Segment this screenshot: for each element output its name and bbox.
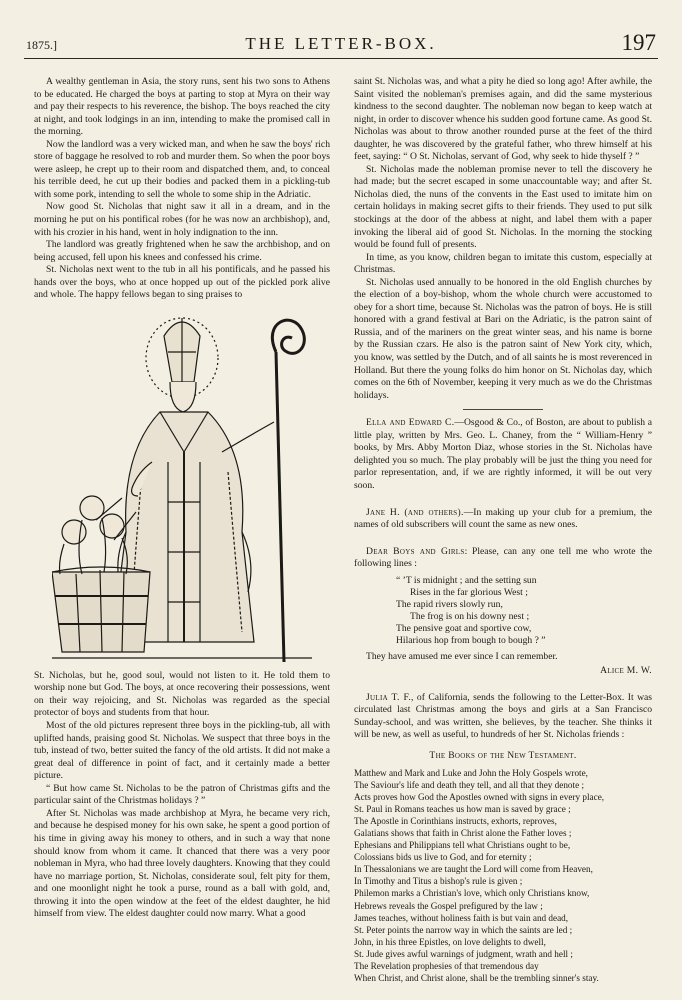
- poem: [396, 575, 652, 647]
- books-line: In Thessalonians we are taught the Lord will come from Heaven,: [354, 864, 593, 875]
- poem-line: The frog is on his downy nest ;: [410, 610, 530, 622]
- poem-line: The rapid rivers slowly run,: [396, 598, 503, 610]
- poem-line: “ ’T is midnight ; and the setting sun: [396, 574, 537, 586]
- page-number: 197: [621, 30, 656, 55]
- left-column: [34, 76, 330, 921]
- header-year: 1875.]: [26, 38, 57, 52]
- letter-ella: [354, 417, 652, 492]
- letter-text: —Osgood & Co., of Boston, are about to publish a little play, written by Mrs. Geo. L. Chaney, from the “ William-Henry ” books, by Mrs. Abby Morton Diaz, whose stories in the St. Nicholas have delighted you so much. The play probably will be just the thing you need for parlor representation, and, if we are rightly informed, it will be out very soon.: [354, 417, 652, 491]
- poem-line: The pensive goat and sportive cow,: [396, 622, 532, 634]
- letter-text: —In making up your club for a premium, the names of old subscribers will count the same as new ones.: [354, 506, 653, 531]
- books-line: St. Paul in Romans teaches us how man is saved by grace ;: [354, 803, 571, 814]
- engraving-svg: [52, 312, 312, 662]
- right-column: [354, 76, 652, 984]
- books-line: The Saviour's life and death they tell, and all that they denote ;: [354, 779, 584, 790]
- books-line: Ephesians and Philippians tell what Christians ought to be,: [354, 840, 571, 851]
- books-line: Matthew and Mark and Luke and John the Holy Gospels wrote,: [354, 767, 588, 778]
- paragraph: They have amused me ever since I can remember.: [366, 650, 558, 662]
- books-line: The Apostle in Corinthians instructs, exhorts, reproves,: [354, 815, 557, 826]
- letter-recipient: Ella and Edward C.: [366, 417, 455, 429]
- books-line: Philemon marks a Christian's love, which only Christians know,: [354, 888, 590, 899]
- books-line: James teaches, without holiness faith is but vain and dead,: [354, 912, 569, 923]
- paragraph: St. Nicholas made the nobleman promise never to tell the discovery he had made; but the secret escaped in some unaccountable way; and after St. Nicholas died, the nuns of the convents in the East used to imitate him on certain holidays in making secret gifts to their friends. They used to put silk stockings at the door of the abbess at night, and label them with a paper invoking the liberal aid of good St. Nicholas. In the morning the stocking would be found full of presents.: [354, 163, 652, 251]
- poem-line: Rises in the far glorious West ;: [410, 586, 528, 598]
- books-poem: [354, 767, 652, 985]
- books-line: St. Peter points the narrow way in which the saints are led ;: [354, 924, 573, 935]
- paragraph: St. Nicholas used annually to be honored in the old English churches by the election of a boy-bishop, whom the whole church were accustomed to obey for a short time, because St. Nicholas was the patron of boys. He is still honored with a grand festival at Bari on the Adriatic, is the patron saint of Russia, and of the mariners on the great winter seas, and his name is borne by the Russian czars. He also is the patron saint of New York city, which, you know, was settled by the Dutch, and of all saints he is most reverenced in Holland. But there the young folks do him honor on St. Nicholas day, which comes on the 6th of November, keeping it very much as we do the Christmas holidays.: [354, 276, 652, 401]
- books-line: Galatians shows that faith in Christ alone the Father loves ;: [354, 827, 572, 838]
- books-line: St. Jude gives awful warnings of judgment, wrath and hell ;: [354, 948, 573, 959]
- magazine-page: [24, 30, 658, 990]
- header-title: THE LETTER-BOX.: [245, 34, 437, 53]
- letter-text: : Please, can any one tell me who wrote the following lines :: [354, 545, 652, 570]
- books-line: Hebrews reveals the Gospel prefigured by the law ;: [354, 900, 543, 911]
- letter-recipient: Jane H. (and others).: [366, 506, 464, 518]
- paragraph: Most of the old pictures represent three boys in the pickling-tub, all with uplifted hands, praising good St. Nicholas. We suspect that three boys in the tub, instead of two, better suited the fancy of the old artists. It did not make a great deal of difference in point of fact, and it certainly made a better picture.: [34, 720, 330, 782]
- paragraph: In time, as you know, children began to imitate this custom, especially at Christmas.: [354, 251, 652, 276]
- letter-sender: Julia T. F.: [366, 691, 412, 703]
- books-line: Colossians bids us live to God, and for eternity ;: [354, 852, 532, 863]
- section-divider: [463, 409, 543, 410]
- paragraph: Now the landlord was a very wicked man, and when he saw the boys' rich store of baggage he resolved to rob and murder them. So when the poor boys were asleep, he crept up to their room and dispatched them, and, to conceal his terrible deed, he cut up their bodies and packed them in a pickling-tub with some pork, intending to sell the whole to some ship in the Adriatic.: [34, 138, 330, 200]
- paragraph: “ But how came St. Nicholas to be the patron of Christmas gifts and the particular saint of the Christmas holidays ? ”: [34, 782, 330, 807]
- letter-julia: [354, 692, 652, 742]
- books-line: Acts proves how God the Apostles owned with signs in every place,: [354, 791, 605, 802]
- paragraph: A wealthy gentleman in Asia, the story runs, sent his two sons to Athens to be educated. He charged the boys at parting to stop at Myra on their way and pay their respects to his reverence, the bishop. The boys reached the city at night, and took lodgings in an inn, intending to make the promised call in the morning.: [34, 76, 330, 138]
- paragraph: saint St. Nicholas was, and what a pity he died so long ago! After awhile, the Saint visited the nobleman's premises again, and did the same mysterious kindness to the second daughter. The nobleman now began to keep watch at night, in order to discover whence his sudden good fortune came. As good St. Nicholas was about to throw another rounded purse at the feet of the third daughter, he was discovered by the grateful father, who threw himself at his feet, saying: “ O St. Nicholas, servant of God, why seek to hide thyself ? ”: [354, 76, 652, 163]
- paragraph: Now good St. Nicholas that night saw it all in a dream, and in the morning he put on his pontifical robes (for he was now an archbishop), and, with his crozier in his hand, went in holy indignation to the inn.: [34, 201, 330, 238]
- letter-text: , of California, sends the following to the Letter-Box. It was circulated last Christmas among the boys and girls at a San Francisco Sunday-school, and was written, she believes, by the teacher. She thinks it will be new, as well as useful, to hundreds of her St. Nicholas friends :: [354, 691, 652, 741]
- books-line: When Christ, and Christ alone, shall be the trembling sinner's stay.: [354, 973, 599, 984]
- letter-salutation: Dear Boys and Girls: [366, 545, 465, 557]
- books-line: In Timothy and Titus a bishop's rule is given ;: [354, 876, 523, 887]
- paragraph: The landlord was greatly frightened when he saw the archbishop, and on being accused, fell upon his knees and confessed his crime.: [34, 239, 330, 263]
- poem-title: The Books of the New Testament.: [429, 749, 577, 761]
- paragraph: St. Nicholas, but he, good soul, would not listen to it. He told them to worship none but God. The boys, at once recovering their possessions, went on their way rejoicing, and St. Nicholas was regarded as the special protector of boys and students from that hour.: [34, 669, 330, 719]
- letter-jane: [354, 507, 652, 532]
- running-header: [24, 30, 658, 59]
- st-nicholas-illustration: [34, 312, 330, 662]
- paragraph: After St. Nicholas was made archbishop at Myra, he became very rich, and because he despised money for his own sake, he spent a good portion of his time in giving away his money to others, and in such a way that none should know from whom it came. It chanced that there was a very poor nobleman in Myra, who had three lovely daughters. Knowing that they could have no marriage portion, St. Nicholas, considerate soul, felt pity for them, and one moonlight night he took a purse, round as a ball with gold, and, throwing it into the open window at the feet of the eldest daughter, he hid himself from view. The eldest daughter could now marry. What a good: [34, 807, 331, 920]
- letter-dear: [354, 546, 652, 571]
- paragraph: St. Nicholas next went to the tub in all his pontificals, and he passed his hands over the boys, who at once hopped up out of the pickled pork alive and whole. The happy fellows began to sing praises to: [34, 264, 330, 301]
- poem-line: Hilarious hop from bough to bough ? ”: [396, 634, 546, 646]
- signature: Alice M. W.: [600, 665, 652, 677]
- books-line: John, in his three Epistles, on love delights to dwell,: [354, 936, 546, 947]
- books-line: The Revelation prophesies of that tremendous day: [354, 961, 539, 972]
